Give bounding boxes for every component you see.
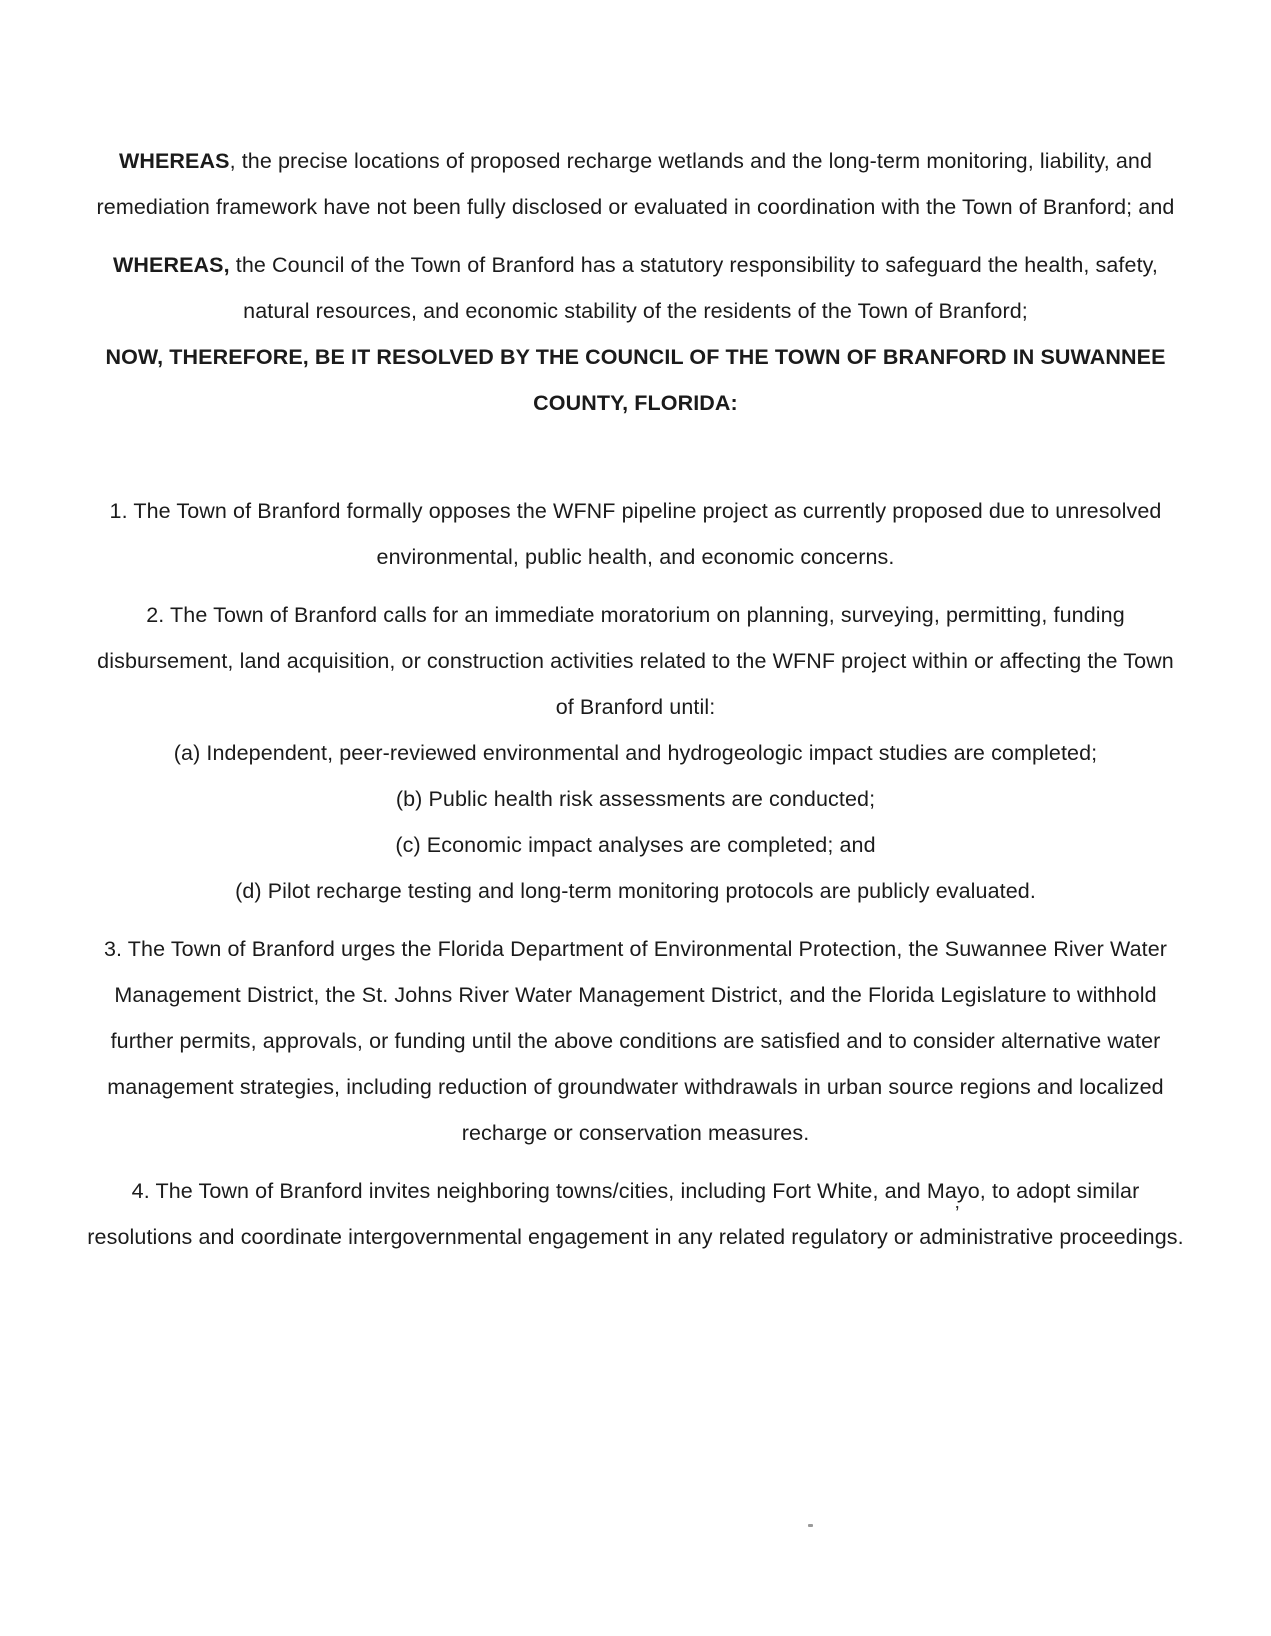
resolution-3-text: The Town of Branford urges the Florida Department of Environmental Protection, the Suwannee River Water Management District, the St. Johns River Water Management District, and the Florida Legislature to withhold further permits, approvals, or funding until the above conditions are satisfied and to consider alternative water management strategies, including reduction of groundwater withdrawals in urban source regions and localized recharge or conservation measures. xyxy=(107,937,1168,1145)
condition-d xyxy=(86,868,1186,914)
condition-c xyxy=(86,822,1186,868)
scan-artifact-apostrophe: ’ xyxy=(955,1203,960,1225)
condition-a-text: Independent, peer-reviewed environmental and hydrogeologic impact studies are completed; xyxy=(200,741,1098,765)
condition-d-label: (d) xyxy=(235,879,262,903)
paragraph-resolved-clause: NOW, THEREFORE, BE IT RESOLVED BY THE COUNCIL OF THE TOWN OF BRANFORD IN SUWANNEE COUNTY, FLORIDA: xyxy=(105,345,1166,415)
resolution-item-1 xyxy=(86,488,1186,580)
resolution-item-4 xyxy=(86,1168,1186,1260)
condition-b xyxy=(86,776,1186,822)
resolution-item-2 xyxy=(86,592,1186,730)
resolution-1-number: 1. xyxy=(109,499,128,523)
resolution-3-number: 3. xyxy=(103,937,123,961)
resolution-item-3 xyxy=(86,926,1186,1156)
paragraph-whereas-2 xyxy=(86,242,1186,334)
resolution-2-text: The Town of Branford calls for an immediate moratorium on planning, surveying, permitting, funding disbursement, land acquisition, or construction activities related to the WFNF project within or affecting the Town of Branford until: xyxy=(97,603,1174,719)
condition-c-text: Economic impact analyses are completed; and xyxy=(420,833,876,857)
whereas-2-text: the Council of the Town of Branford has a statutory responsibility to safeguard the health, safety, natural resources, and economic stability of the residents of the Town of Branford; xyxy=(229,253,1158,323)
condition-b-label: (b) xyxy=(395,787,423,811)
paragraph-whereas-1 xyxy=(86,138,1186,230)
condition-b-text: Public health risk assessments are conducted; xyxy=(422,787,876,811)
resolutions-list xyxy=(86,488,1186,1260)
condition-a-label: (a) xyxy=(173,741,201,765)
resolution-4-number: 4. xyxy=(131,1179,150,1203)
resolution-2-number: 2. xyxy=(146,603,165,627)
whereas-1-text: , the precise locations of proposed recharge wetlands and the long-term monitoring, liability, and remediation framework have not been fully disclosed or evaluated in coordination with the Town of Branford; and xyxy=(96,149,1175,219)
condition-c-label: (c) xyxy=(395,833,421,857)
whereas-2-lead: WHEREAS, xyxy=(113,253,230,277)
scan-artifact-speck xyxy=(808,1524,813,1527)
document-body xyxy=(86,138,1186,1272)
resolution-1-text: The Town of Branford formally opposes the WFNF pipeline project as currently proposed due to unresolved environmental, public health, and economic concerns. xyxy=(127,499,1162,569)
resolution-2-conditions xyxy=(86,730,1186,914)
condition-d-text: Pilot recharge testing and long-term monitoring protocols are publicly evaluated. xyxy=(261,879,1036,903)
resolution-4-text: The Town of Branford invites neighboring towns/cities, including Fort White, and Mayo, to adopt similar resolutions and coordinate intergovernmental engagement in any related regulatory or administrative proceedings. xyxy=(87,1179,1184,1249)
condition-a xyxy=(86,730,1186,776)
whereas-1-lead: WHEREAS xyxy=(118,149,230,173)
